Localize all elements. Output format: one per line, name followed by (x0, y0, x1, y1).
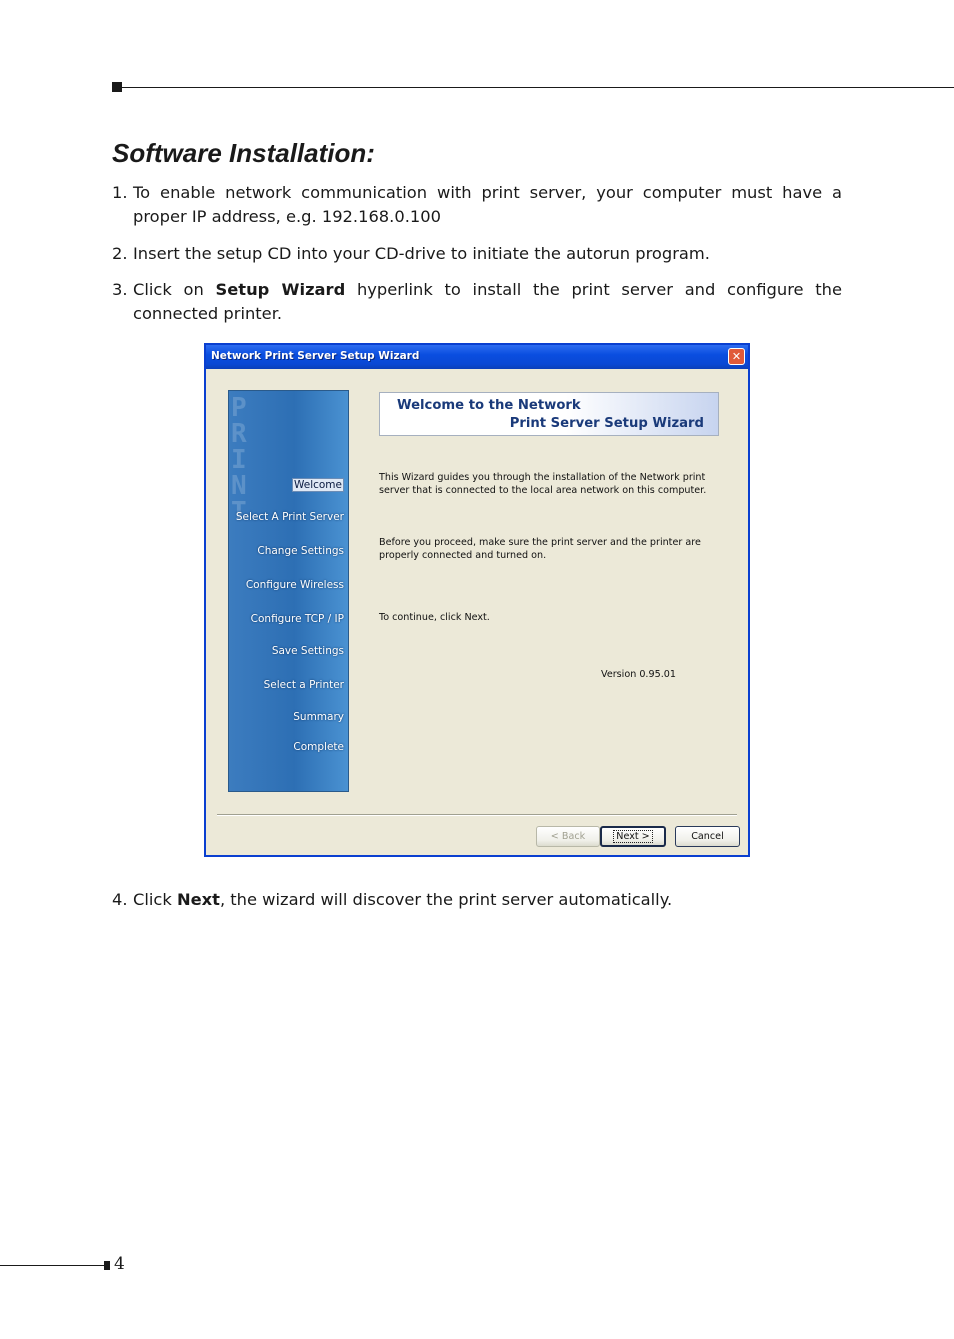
nav-step-welcome: Welcome (293, 479, 342, 491)
header-rule-line (122, 87, 954, 88)
header-rule-square (112, 82, 122, 92)
close-icon[interactable]: ✕ (728, 348, 745, 365)
banner-line-1: Welcome to the Network (397, 398, 581, 413)
next-button[interactable] (600, 826, 666, 847)
step-text: Insert the setup CD into your CD-drive to initiate the autorun program. (133, 244, 710, 263)
nav-step-configure-tcpip: Configure TCP / IP (250, 613, 344, 625)
cancel-button[interactable]: Cancel (675, 826, 740, 847)
step-text (133, 278, 842, 326)
nav-step-complete: Complete (293, 741, 344, 753)
page-number: 4 (114, 1254, 125, 1274)
welcome-banner (379, 392, 719, 436)
step-number: 2. (112, 244, 128, 263)
wizard-titlebar[interactable] (206, 345, 748, 369)
step-text-before: Click (133, 890, 177, 909)
wizard-window (204, 343, 750, 857)
wizard-continue-text: To continue, click Next. (379, 612, 490, 623)
wizard-side-panel (228, 390, 349, 792)
footer-rule (0, 1261, 110, 1270)
wizard-check-text: Before you proceed, make sure the print server and the printer are properly connected and turned on. (379, 537, 701, 561)
banner-line-2: Print Server Setup Wizard (509, 416, 704, 431)
step-text-bold: Next (176, 890, 220, 909)
step-text (133, 888, 842, 912)
nav-step-summary: Summary (293, 711, 344, 723)
step-number: 4. (112, 890, 128, 909)
version-label: Version 0.95.01 (601, 669, 676, 680)
nav-step-configure-wireless: Configure Wireless (245, 579, 344, 591)
nav-step-change-settings: Change Settings (257, 545, 344, 557)
step-2 (112, 242, 842, 266)
button-separator (217, 814, 737, 816)
step-4 (112, 888, 842, 912)
nav-step-select-server: Select A Print Server (235, 511, 344, 523)
step-text-after: , the wizard will discover the print server automatically. (219, 890, 673, 909)
nav-step-save-settings: Save Settings (271, 645, 344, 657)
step-text-before: Click on (133, 280, 216, 299)
header-rule (112, 82, 954, 92)
footer-rule-square (104, 1261, 110, 1270)
step-number: 3. (112, 280, 128, 299)
next-button-label: Next > (616, 831, 650, 842)
wizard-intro-text: This Wizard guides you through the installation of the Network print server that is connected to the local area network on this computer. (379, 472, 707, 496)
step-text-after: hyperlink to install the print server and configure the connected printer. (133, 280, 842, 323)
step-text-bold: Setup Wizard (215, 280, 346, 299)
step-1 (112, 181, 842, 229)
back-button[interactable]: < Back (536, 826, 600, 847)
section-title: Software Installation: (112, 138, 375, 168)
print-decoration: PRINT (231, 393, 247, 527)
nav-step-select-printer: Select a Printer (263, 679, 344, 691)
wizard-title: Network Print Server Setup Wizard (211, 350, 420, 362)
step-number: 1. (112, 183, 128, 202)
footer-rule-line (0, 1265, 104, 1266)
step-3 (112, 278, 842, 326)
step-text: To enable network communication with print server, your computer must have a proper IP address, e.g. 192.168.0.100 (133, 183, 842, 226)
